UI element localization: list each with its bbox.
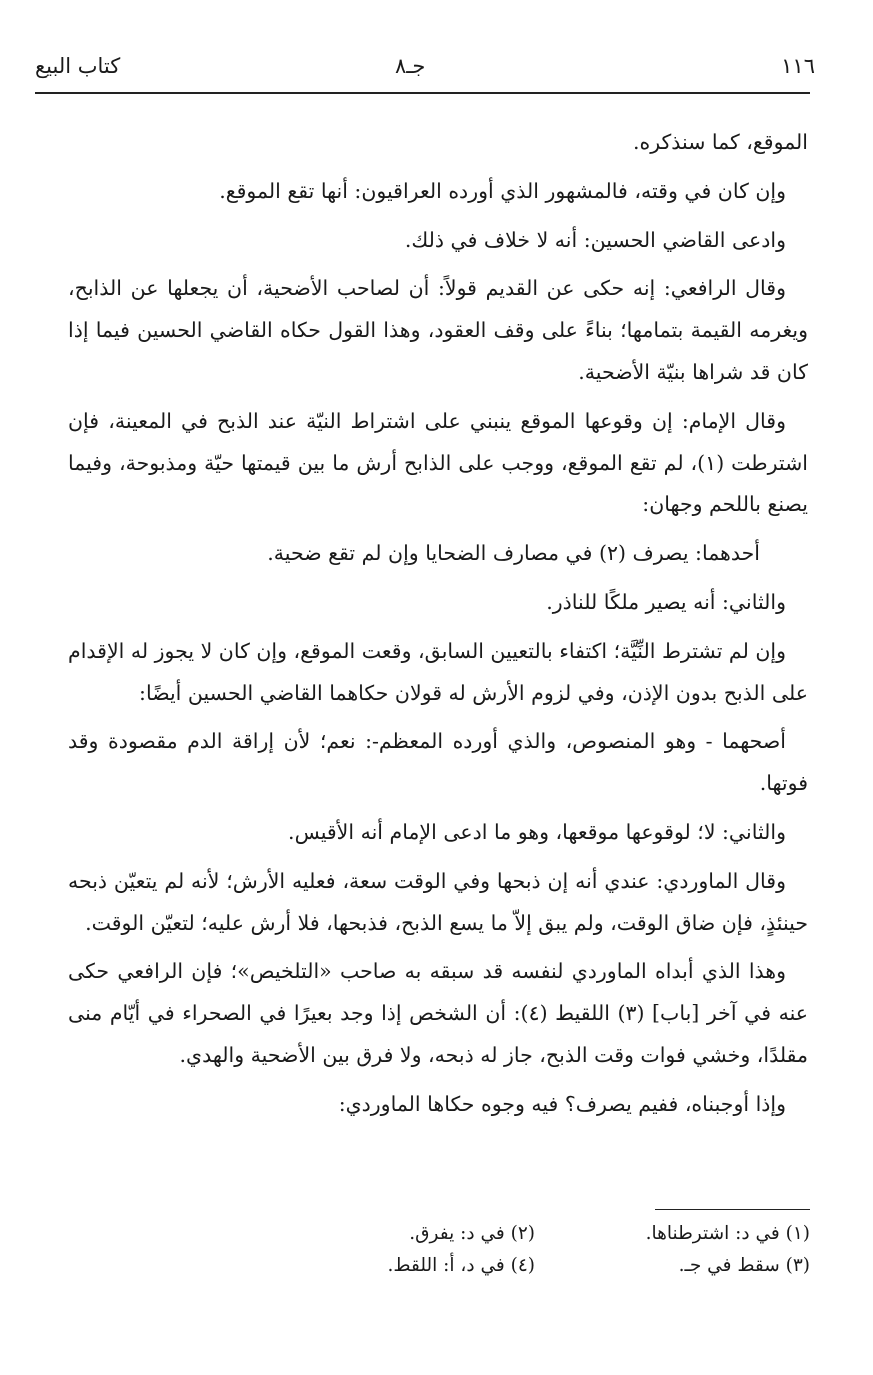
page-number: ١١٦ [781,54,815,78]
paragraph: وادعى القاضي الحسين: أنه لا خلاف في ذلك. [404,227,786,252]
main-text [68,122,808,1133]
paragraph: وقال الإمام: إن وقوعها الموقع ينبني على اشتراط النيّة عند الذبح في المعينة، فإن اشترطت (١)، لم تقع الموقع، ووجب على الذابح أرش ما بين قيمتها حيّة ومذبوحة، وفيما يصنع باللحم وجهان: [68,408,808,517]
paragraph: أحدهما: يصرف (٢) في مصارف الضحايا وإن لم تقع ضحية. [267,541,760,566]
header-rule [35,92,810,94]
footnote: (٢) في د: يفرق. [409,1223,535,1244]
paragraph: الموقع، كما سنذكره. [632,130,808,154]
footnote: (٤) في د، أ: اللقط. [387,1255,535,1276]
paragraph: وإن لم تشترط النِّيَّة؛ اكتفاء بالتعيين السابق، وقعت الموقع، وإن كان لا يجوز له الإقدام على الذبح بدون الإذن، وفي لزوم الأرش له قولان حكاهما القاضي الحسين أيضًا: [68,638,808,705]
paragraph: أصحهما - وهو المنصوص، والذي أورده المعظم-: نعم؛ لأن إراقة الدم مقصودة وقد فوتها. [68,729,808,796]
paragraph: والثاني: لا؛ لوقوعها موقعها، وهو ما ادعى الإمام أنه الأقيس. [288,819,786,844]
paragraph: وإن كان في وقته، فالمشهور الذي أورده العراقيون: أنها تقع الموقع. [219,178,786,203]
paragraph: وإذا أوجبناه، ففيم يصرف؟ فيه وجوه حكاها الماوردي: [338,1091,786,1116]
book-title: كتاب البيع [35,54,121,78]
running-header [35,50,815,94]
paragraph: والثاني: أنه يصير ملكًا للناذر. [546,589,786,614]
footnote-rule [655,1209,810,1210]
footnote: (٣) سقط في جـ. [678,1255,810,1276]
paragraph: وهذا الذي أبداه الماوردي لنفسه قد سبقه به صاحب «التلخيص»؛ فإن الرافعي حكى عنه في آخر [باب] (٣) اللقيط (٤): أن الشخص إذا وجد بعيرًا في الصحراء في أيّام منى مقلدًا، وخشي فوات وقت الذبح، جاز له ذبحه، ولا فرق بين الأضحية والهدي. [68,959,808,1067]
paragraph: وقال الماوردي: عندي أنه إن ذبحها وفي الوقت سعة، فعليه الأرش؛ لأنه لم يتعيّن ذبحه حينئذٍ، فإن ضاق الوقت، ولم يبق إلاّ ما يسع الذبح، فذبحها، فلا أرش عليه؛ لتعيّن الوقت. [68,868,808,935]
volume-label: جـ٨ [395,54,426,78]
paragraph: وقال الرافعي: إنه حكى عن القديم قولاً: أن لصاحب الأضحية، أن يجعلها عن الذابح، ويغرمه القيمة بتمامها؛ بناءً على وقف العقود، وهذا القول حكاه القاضي الحسين فيما إذا كان قد شراها بنيّة الأضحية. [68,276,808,384]
footnote: (١) في د: اشترطناها. [645,1223,810,1244]
